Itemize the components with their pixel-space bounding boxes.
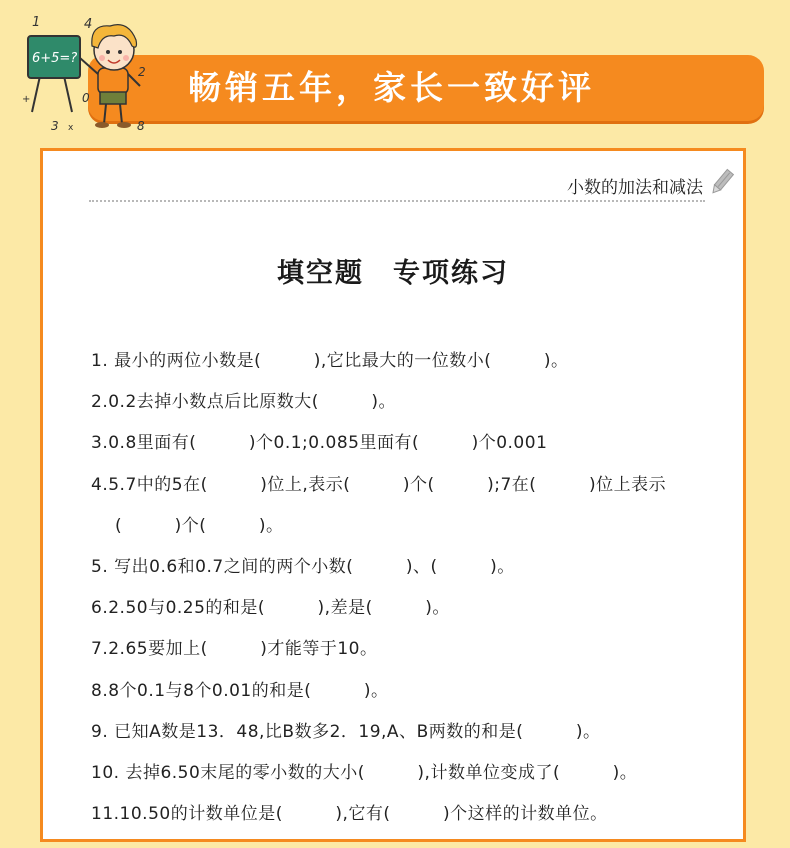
- pencil-icon: [709, 167, 735, 197]
- doodle-digit: 3: [51, 119, 59, 133]
- question-item: 6.2.50与0.25的和是( ),差是( )。: [91, 598, 450, 619]
- question-item: 8.8个0.1与8个0.01的和是( )。: [91, 680, 389, 701]
- question-item: 9. 已知A数是13．48,比B数多2．19,A、B两数的和是( )。: [91, 721, 601, 742]
- question-item: 7.2.65要加上( )才能等于10。: [91, 639, 378, 660]
- teacher-mascot-illustration: [18, 6, 158, 134]
- svg-text:x: x: [68, 123, 74, 133]
- doodle-digit: 2: [138, 65, 146, 79]
- doodle-digit: 0: [82, 91, 90, 105]
- question-item: 10. 去掉6.50末尾的零小数的大小( ),计数单位变成了( )。: [91, 762, 638, 783]
- question-item: 5. 写出0.6和0.7之间的两个小数( )、( )。: [91, 556, 515, 577]
- worksheet-title: 填空题 专项练习: [277, 258, 509, 289]
- question-item-continuation: ( )个( )。: [115, 515, 284, 536]
- doodle-digit: 1: [32, 15, 41, 30]
- doodle-digit: 8: [137, 119, 145, 133]
- question-list: [91, 341, 731, 835]
- worksheet-paper: [40, 148, 746, 842]
- question-item: 1. 最小的两位小数是( ),它比最大的一位数小( )。: [91, 351, 569, 371]
- section-label: 小数的加法和减法: [567, 178, 703, 198]
- banner-title: 畅销五年，家长一致好评: [188, 68, 595, 107]
- header-banner: [88, 55, 764, 121]
- question-item: 4.5.7中的5在( )位上,表示( )个( );7在( )位上表示: [91, 474, 667, 495]
- svg-text:+: +: [22, 94, 31, 105]
- question-item: 2.0.2去掉小数点后比原数大( )。: [91, 392, 397, 413]
- dotted-divider: [89, 200, 705, 202]
- doodle-digit: 4: [84, 17, 93, 32]
- question-item: 11.10.50的计数单位是( ),它有( )个这样的计数单位。: [91, 804, 608, 825]
- question-item: 3.0.8里面有( )个0.1;0.085里面有( )个0.001: [91, 433, 548, 454]
- blackboard-text: 6+5=?: [32, 51, 78, 66]
